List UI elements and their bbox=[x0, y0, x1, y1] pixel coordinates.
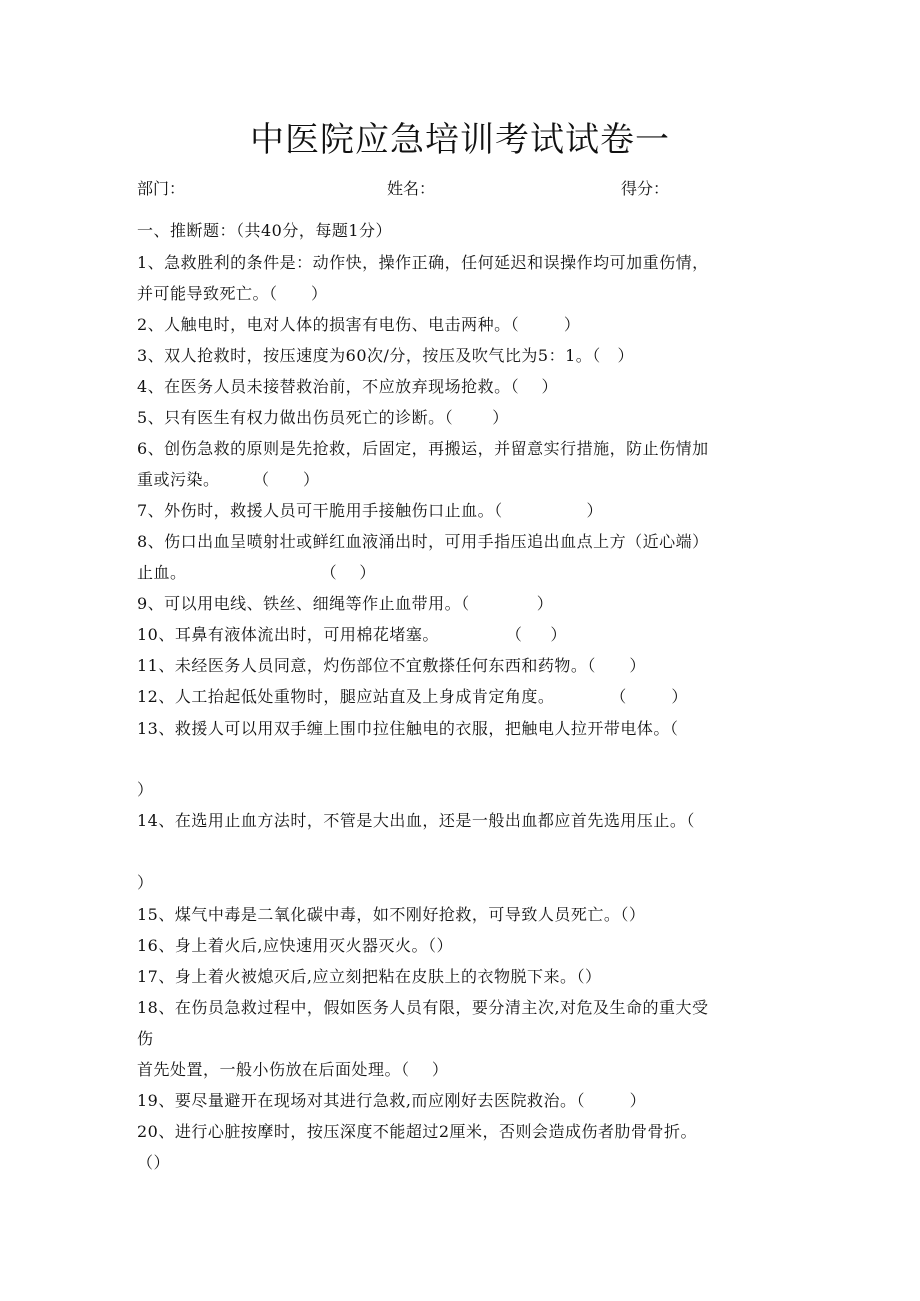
question-9: 9、可以用电线、铁丝、细绳等作止血带用。（ ） bbox=[137, 594, 554, 613]
score-label: 得分： bbox=[621, 179, 670, 198]
question-1-line-1: 1、急救胜利的条件是：动作快，操作正确，任何延迟和误操作均可加重伤情， bbox=[137, 253, 709, 272]
question-10: 10、耳鼻有液体流出时，可用棉花堵塞。 （ ） bbox=[137, 625, 567, 644]
question-6-line-2: 重或污染。 （ ） bbox=[137, 470, 320, 489]
question-2: 2、人触电时，电对人体的损害有电伤、电击两种。（ ） bbox=[137, 315, 581, 334]
question-15: 15、煤气中毒是二氧化碳中毒，如不刚好抢救，可导致人员死亡。（） bbox=[137, 905, 646, 924]
question-5: 5、只有医生有权力做出伤员死亡的诊断。（ ） bbox=[137, 408, 509, 427]
question-16: 16、身上着火后,应快速用灭火器灭火。（） bbox=[137, 936, 453, 955]
section-heading: 一、推断题：（共40分，每题1分） bbox=[137, 221, 393, 240]
question-18-line-2: 伤 bbox=[137, 1029, 154, 1048]
exam-title: 中医院应急培训考试试卷一 bbox=[250, 120, 670, 160]
question-7: 7、外伤时，救援人员可干脆用手接触伤口止血。（ ） bbox=[137, 501, 603, 520]
question-18-line-1: 18、在伤员急救过程中，假如医务人员有限，要分清主次,对危及生命的重大受 bbox=[137, 998, 709, 1017]
question-4: 4、在医务人员未接替救治前，不应放弃现场抢救。（ ） bbox=[137, 377, 559, 396]
question-18-line-3: 首先处置，一般小伤放在后面处理。（ ） bbox=[137, 1060, 449, 1079]
question-3: 3、双人抢救时，按压速度为60次/分，按压及吹气比为5：1。（ ） bbox=[137, 346, 635, 365]
question-11: 11、未经医务人员同意，灼伤部位不宜敷搽任何东西和药物。（ ） bbox=[137, 656, 646, 675]
question-8-line-1: 8、伤口出血呈喷射壮或鲜红血液涌出时，可用手指压追出血点上方（近心端） bbox=[137, 532, 709, 551]
department-label: 部门： bbox=[137, 179, 186, 198]
question-13-line-1: 13、救援人可以用双手缠上围巾拉住触电的衣服，把触电人拉开带电体。（ bbox=[137, 719, 679, 738]
question-19: 19、要尽量避开在现场对其进行急救,而应刚好去医院救治。（ ） bbox=[137, 1091, 647, 1110]
question-14-line-1: 14、在选用止血方法时，不管是大出血，还是一般出血都应首先选用压止。（ bbox=[137, 811, 695, 830]
question-8-line-2: 止血。 （ ） bbox=[137, 563, 376, 582]
question-17: 17、身上着火被熄灭后,应立刻把粘在皮肤上的衣物脱下来。（） bbox=[137, 967, 602, 986]
question-20-line-1: 20、进行心脏按摩时，按压深度不能超过2厘米，否则会造成伤者肋骨骨折。 bbox=[137, 1122, 698, 1141]
question-20-line-2: （） bbox=[137, 1153, 171, 1172]
question-1-line-2: 并可能导致死亡。（ ） bbox=[137, 284, 328, 303]
question-13-line-2: ） bbox=[137, 780, 154, 799]
question-6-line-1: 6、创伤急救的原则是先抢救，后固定，再搬运，并留意实行措施，防止伤情加 bbox=[137, 439, 709, 458]
question-12: 12、人工抬起低处重物时，腿应站直及上身成肯定角度。 （ ） bbox=[137, 687, 688, 706]
question-14-line-2: ） bbox=[137, 873, 154, 892]
name-label: 姓名： bbox=[387, 179, 436, 198]
